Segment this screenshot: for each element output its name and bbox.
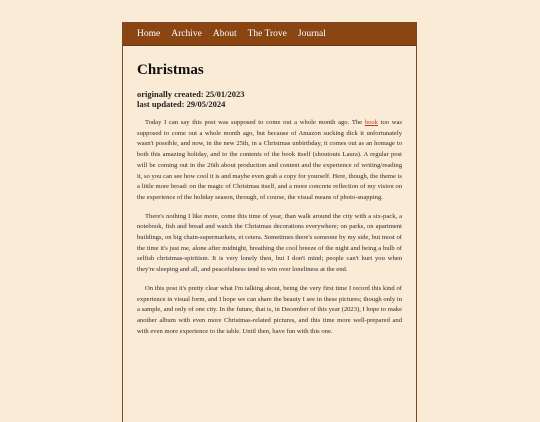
post-meta bbox=[137, 89, 402, 109]
nav-link-about[interactable]: About bbox=[212, 29, 237, 39]
page-container bbox=[122, 22, 417, 422]
paragraph-1-text-b: too was supposed to come out a whole month ago, but because of Amazon sucking dick it unfortunately wasn't possible, and now, in the new 25th, in a Christmas unbirthday, it comes out as an homage to both this amazing holiday, and to the contents of the book itself (shoutouts Laura). A regular post will be coming out in the 26th about production and content and the experience of writing/reading it, so you can see how cool it is and maybe even grab a copy for yourself. Here, though, the theme is a little more broad: on the magic of Christmas itself, and a more concrete reflection of my vision on the experience of the holiday season, through, of course, the visual means of photo-snapping. bbox=[137, 119, 402, 201]
created-date: originally created: 25/01/2023 bbox=[137, 89, 245, 99]
post-title: Christmas bbox=[137, 62, 204, 78]
post-content bbox=[123, 62, 416, 337]
paragraph-1-text-a: Today I can say this post was supposed to come out a whole month ago. The bbox=[145, 119, 365, 126]
paragraph-1 bbox=[137, 118, 402, 204]
nav-link-archive[interactable]: Archive bbox=[171, 29, 202, 39]
nav-link-the-trove[interactable]: The Trove bbox=[247, 29, 287, 39]
nav-link-journal[interactable]: Journal bbox=[297, 29, 326, 39]
paragraph-2: There's nothing I like more, come this time of year, than walk around the city with a six-pack, a notebook, fish and bread and watch the Christmas decorations everywhere; on parks, on apartment buildings, on big chain-supermarkets, et cetera. Sometimes there's someone by my side, but most of the time it's just me, alone after midnight, breathing the cool breeze of the night and being a bulb of selfish christmas-spiritism. It is very lonely then, but I don't mind; people can't hurt you when they're sleeping and all, and peacefulness tend to win over loneliness at the end. bbox=[137, 212, 402, 274]
book-link[interactable]: book bbox=[364, 119, 378, 126]
updated-date: last updated: 29/05/2024 bbox=[137, 99, 226, 109]
nav-link-home[interactable]: Home bbox=[137, 29, 161, 39]
top-nav bbox=[123, 23, 416, 46]
paragraph-3: On this post it's pretty clear what I'm talking about, being the very first time I record this kind of experience in visual form, and I hope we can share the beauty I see in these pictures; though only in a sample, and only of one city. In the future, that is, in December of this year (2023), I hope to make another album with even more Christmas-related pictures, and this time more well-prepared and with even more experience to the table. Until then, have fun with this one. bbox=[137, 284, 402, 335]
